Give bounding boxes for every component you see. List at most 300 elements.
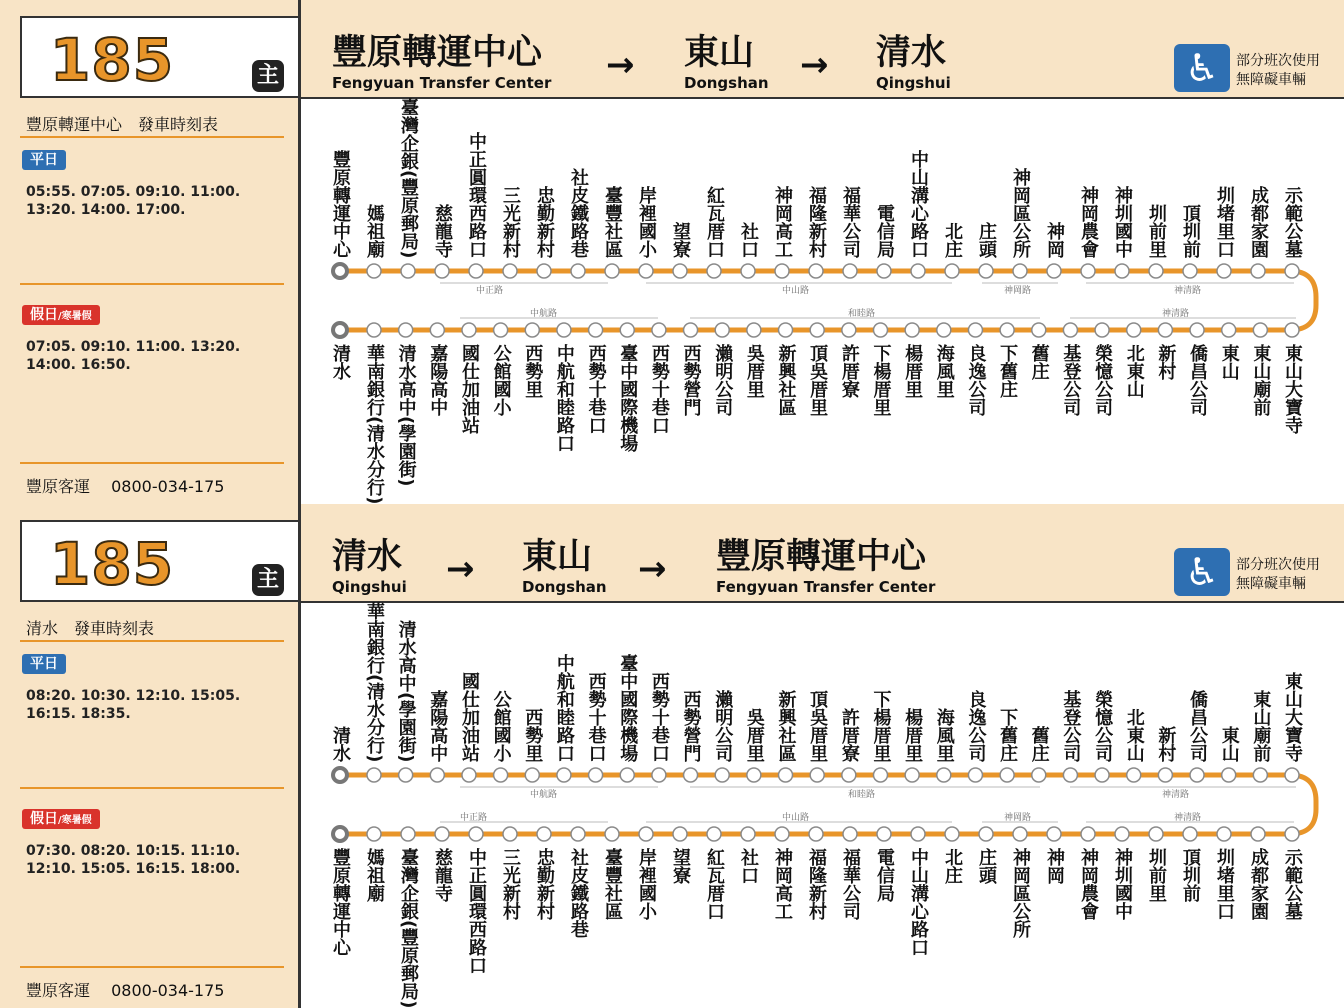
operator-phone: 0800-034-175 [111, 477, 225, 496]
stop-name: 岸裡國小 [636, 186, 657, 258]
stop-dot [639, 264, 653, 278]
stop-dot [1158, 768, 1172, 782]
stop-dot [1253, 768, 1267, 782]
stop-name: 東山 [1218, 726, 1240, 762]
stop-name: 中航和睦路口 [553, 344, 575, 452]
stop-name: 清水高中(學園街) [395, 619, 417, 762]
end-stop: 豐原轉運中心 [330, 848, 351, 956]
stop-name: 神岡高工 [772, 186, 793, 258]
road-label: 神清路 [1174, 813, 1202, 823]
weekday-times: 08:20. 10:30. 12:10. 15:05. 16:15. 18:35. [26, 688, 241, 722]
stop-dot [1013, 827, 1027, 841]
stop-dot [779, 323, 793, 337]
holiday-label: 假日 [30, 307, 58, 323]
stop-dot [1000, 323, 1014, 337]
stop-name: 中山溝心路口 [908, 150, 929, 258]
stop-name: 下舊庄 [997, 344, 1019, 398]
holiday-times: 07:30. 08:20. 10:15. 11:10. 12:10. 15:05. 16:15. 18:00. [26, 843, 241, 877]
stop-dot [367, 768, 381, 782]
stop-dot [401, 264, 415, 278]
stop-name: 神岡農會 [1078, 848, 1099, 920]
stop-name: 臺中國際機場 [617, 344, 639, 452]
stop-dot [684, 323, 698, 337]
stop-name: 下楊厝里 [870, 344, 892, 416]
road-labels-bottom [440, 811, 1294, 823]
stop-name: 瀨明公司 [712, 344, 734, 416]
stop-name: 國仕加油站 [458, 672, 480, 762]
stop-name: 中山溝心路口 [908, 848, 929, 956]
stop-name: 成都家園 [1248, 186, 1269, 258]
stop-dot [1063, 768, 1077, 782]
stop-name: 神圳國中 [1112, 848, 1133, 920]
stop-name: 海風里 [933, 344, 955, 398]
destination-en: Fengyuan Transfer Center [716, 578, 936, 596]
destination-zh: 豐原轉運中心 [716, 537, 927, 577]
stop-name: 舊庄 [1028, 344, 1050, 380]
stop-name: 頂吳厝里 [807, 344, 829, 416]
stop-dot [1149, 827, 1163, 841]
end-stop: 清水 [330, 344, 351, 380]
arrow-icon: → [800, 45, 829, 85]
stop-dot [1285, 323, 1299, 337]
road-label: 和睦路 [848, 309, 876, 319]
stop-dot [877, 264, 891, 278]
stop-dot [1190, 323, 1204, 337]
stop-name: 瀨明公司 [712, 690, 734, 762]
stop-name: 社皮鐵路巷 [568, 168, 589, 258]
operator-name: 豐原客運 [26, 477, 91, 496]
stop-dot [1285, 264, 1299, 278]
stop-dot [494, 768, 508, 782]
stop-name: 下楊厝里 [870, 690, 892, 762]
destination-en: Dongshan [684, 74, 769, 92]
stop-name: 示範公墓 [1282, 848, 1303, 920]
stop-name: 北東山 [1123, 708, 1145, 762]
stop-dot [401, 827, 415, 841]
route-number: 185 [50, 26, 175, 94]
stop-dot [1222, 323, 1236, 337]
stop-name: 僑昌公司 [1187, 690, 1209, 762]
stop-dot [1000, 768, 1014, 782]
stop-name: 媽祖廟 [364, 848, 385, 902]
road-labels-bottom [460, 307, 1296, 319]
stop-name: 電信局 [874, 848, 895, 902]
stop-dot [673, 264, 687, 278]
stop-dot [843, 827, 857, 841]
stop-name: 良逸公司 [965, 690, 987, 762]
stop-dot [1032, 768, 1046, 782]
stop-dot [911, 264, 925, 278]
stop-name: 慈龍寺 [432, 848, 453, 902]
stop-dot [399, 323, 413, 337]
stop-dot [707, 264, 721, 278]
stop-name: 望寮 [670, 222, 691, 258]
road-label: 中正路 [460, 813, 488, 823]
accessibility-note-line: 無障礙車輛 [1236, 72, 1306, 88]
stop-name: 榮憶公司 [1092, 344, 1114, 416]
destination-zh: 清水 [332, 537, 403, 577]
stop-name: 神岡區公所 [1010, 168, 1031, 258]
holiday-sub-label: /寒暑假 [58, 311, 92, 322]
stop-dot [673, 827, 687, 841]
stop-dot [1222, 768, 1236, 782]
stop-name: 圳堵里口 [1214, 186, 1235, 258]
stop-dot [620, 768, 634, 782]
stop-name: 電信局 [874, 204, 895, 258]
stop-name: 圳前里 [1146, 848, 1167, 902]
weekday-label: 平日 [30, 656, 58, 672]
stop-dot [747, 768, 761, 782]
stop-dot [810, 768, 824, 782]
stop-dot [469, 827, 483, 841]
start-stop: 豐原轉運中心 [330, 150, 351, 258]
stop-name: 公館國小 [490, 344, 512, 416]
stop-dot [779, 768, 793, 782]
stop-name: 新興社區 [775, 344, 797, 416]
stop-name: 忠勤新村 [534, 186, 555, 258]
arrow-icon: → [446, 549, 475, 589]
stop-dot [367, 264, 381, 278]
stop-dot [571, 264, 585, 278]
stop-dot [1047, 264, 1061, 278]
stop-dot [775, 827, 789, 841]
destination-zh: 豐原轉運中心 [332, 33, 543, 73]
stop-dot [715, 768, 729, 782]
stop-dot [809, 264, 823, 278]
stop-dot [652, 768, 666, 782]
stop-name: 臺灣企銀(豐原郵局) [398, 848, 419, 1008]
stop-name: 華南銀行(清水分行) [364, 601, 385, 762]
stop-name: 海風里 [933, 708, 955, 762]
stop-name: 嘉陽高中 [427, 344, 449, 416]
road-label: 神岡路 [1004, 813, 1032, 823]
stop-name: 西勢十巷口 [585, 672, 607, 762]
stop-dot [873, 768, 887, 782]
main-route-badge: 主 [252, 564, 284, 596]
stop-name: 北庄 [942, 222, 963, 258]
stop-name: 臺灣企銀(豐原郵局) [398, 97, 419, 258]
stop-dot [1081, 264, 1095, 278]
road-label: 中山路 [782, 286, 810, 296]
stop-dot [715, 323, 729, 337]
stop-name: 臺豐社區 [602, 186, 623, 258]
stop-dot [1149, 264, 1163, 278]
stop-dot [430, 768, 444, 782]
accessibility-note-line: 部分班次使用 [1236, 557, 1320, 573]
stop-name: 三光新村 [500, 186, 521, 258]
stop-name: 東山廟前 [1250, 344, 1272, 416]
stop-dot [775, 264, 789, 278]
stop-name: 中航和睦路口 [553, 654, 575, 762]
stop-dot [462, 768, 476, 782]
stop-name: 基登公司 [1060, 344, 1082, 416]
stop-dot [905, 768, 919, 782]
stop-dot [430, 323, 444, 337]
stop-name: 東山大寶寺 [1282, 344, 1303, 434]
stop-dot [1127, 768, 1141, 782]
stop-dot [945, 264, 959, 278]
arrow-icon: → [606, 45, 635, 85]
stop-dot [503, 827, 517, 841]
stop-name: 臺豐社區 [602, 848, 623, 920]
weekday-times: 05:55. 07:05. 09:10. 11:00. 13:20. 14:00. 17:00. [26, 184, 241, 218]
holiday-sub-label: /寒暑假 [58, 815, 92, 826]
stop-name: 嘉陽高中 [427, 690, 449, 762]
stop-dot [707, 827, 721, 841]
stop-name: 神岡 [1044, 222, 1065, 258]
stop-name: 公館國小 [490, 690, 512, 762]
road-label: 中正路 [476, 286, 504, 296]
stop-dot [605, 827, 619, 841]
destination-en: Qingshui [876, 74, 951, 92]
stop-name: 新村 [1155, 344, 1177, 380]
route-line [340, 775, 1316, 834]
stop-dot [571, 827, 585, 841]
accessibility-note-line: 部分班次使用 [1236, 53, 1320, 69]
holiday-label: 假日 [30, 811, 58, 827]
stop-name: 神岡 [1044, 848, 1065, 884]
stop-name: 福隆新村 [806, 848, 827, 920]
stop-dot [1032, 323, 1046, 337]
route-line [340, 271, 1316, 330]
operator-name: 豐原客運 [26, 981, 91, 1000]
stop-dot [435, 264, 449, 278]
stop-dot [842, 323, 856, 337]
stop-name: 紅瓦厝口 [704, 848, 725, 920]
stop-dot [639, 827, 653, 841]
stop-name: 下舊庄 [997, 708, 1019, 762]
stop-name: 榮憶公司 [1092, 690, 1114, 762]
stop-dot [842, 768, 856, 782]
stop-name: 媽祖廟 [364, 204, 385, 258]
stop-dot [525, 323, 539, 337]
destination-zh: 東山 [522, 537, 593, 577]
stop-name: 忠勤新村 [534, 848, 555, 920]
stop-dot [810, 323, 824, 337]
weekday-label: 平日 [30, 152, 58, 168]
stop-dot [435, 827, 449, 841]
stop-dot [843, 264, 857, 278]
stop-dot [968, 323, 982, 337]
destination-en: Fengyuan Transfer Center [332, 74, 552, 92]
stop-dot [741, 264, 755, 278]
stop-name: 成都家園 [1248, 848, 1269, 920]
stop-dot [503, 264, 517, 278]
road-label: 和睦路 [848, 790, 876, 800]
stop-dot [367, 323, 381, 337]
stop-dot [494, 323, 508, 337]
stop-name: 福隆新村 [806, 186, 827, 258]
stop-name: 楊厝里 [902, 344, 924, 398]
road-label: 中航路 [530, 790, 558, 800]
stop-dot [905, 323, 919, 337]
terminal-dot [333, 264, 347, 278]
stop-dot [1285, 827, 1299, 841]
stop-dot [945, 827, 959, 841]
stop-name: 神岡區公所 [1010, 848, 1031, 938]
route-number: 185 [50, 530, 175, 598]
wheelchair-icon: ♿ [1174, 548, 1230, 596]
stop-name: 東山大寶寺 [1282, 672, 1303, 762]
stop-name: 吳厝里 [743, 708, 765, 762]
stop-dot [605, 264, 619, 278]
stop-name: 望寮 [670, 848, 691, 884]
stop-dot [589, 768, 603, 782]
stop-name: 許厝寮 [838, 708, 860, 762]
stop-dot [1095, 768, 1109, 782]
stop-name: 良逸公司 [965, 344, 987, 416]
stop-name: 臺中國際機場 [617, 654, 639, 762]
stop-dot [1063, 323, 1077, 337]
stop-name: 西勢十巷口 [585, 344, 607, 434]
stop-name: 神岡農會 [1078, 186, 1099, 258]
stop-dot [741, 827, 755, 841]
road-label: 神清路 [1162, 309, 1190, 319]
stop-name: 西勢十巷口 [648, 672, 670, 762]
stop-name: 西勢里 [522, 708, 544, 762]
stop-dot [1127, 323, 1141, 337]
stop-name: 中正圓環西路口 [466, 132, 487, 258]
stop-dot [1081, 827, 1095, 841]
stop-dot [1190, 768, 1204, 782]
road-label: 神清路 [1174, 286, 1202, 296]
stop-dot [877, 827, 891, 841]
operator-phone: 0800-034-175 [111, 981, 225, 1000]
stop-dot [1047, 827, 1061, 841]
stop-name: 圳前里 [1146, 204, 1167, 258]
stop-dot [469, 264, 483, 278]
stop-name: 福華公司 [840, 848, 861, 920]
stop-name: 基登公司 [1060, 690, 1082, 762]
stop-name: 頂吳厝里 [807, 690, 829, 762]
stop-name: 庄頭 [976, 222, 997, 258]
stop-name: 頂圳前 [1180, 204, 1201, 258]
stop-name: 新村 [1155, 726, 1177, 762]
stop-name: 頂圳前 [1180, 848, 1201, 902]
stop-dot [937, 768, 951, 782]
road-label: 中山路 [782, 813, 810, 823]
stop-name: 社口 [738, 848, 759, 884]
stop-name: 東山廟前 [1250, 690, 1272, 762]
stop-dot [1115, 827, 1129, 841]
stop-dot [809, 827, 823, 841]
stop-name: 三光新村 [500, 848, 521, 920]
stop-name: 北東山 [1123, 344, 1145, 398]
road-label: 神清路 [1162, 790, 1190, 800]
stop-dot [1013, 264, 1027, 278]
destination-zh: 東山 [684, 33, 755, 73]
stop-name: 福華公司 [840, 186, 861, 258]
stop-dot [1217, 264, 1231, 278]
stop-dot [968, 768, 982, 782]
stop-name: 庄頭 [976, 848, 997, 884]
stop-name: 示範公墓 [1282, 186, 1303, 258]
stop-dot [557, 323, 571, 337]
stop-dot [1253, 323, 1267, 337]
stop-dot [873, 323, 887, 337]
stop-dot [367, 827, 381, 841]
stop-name: 許厝寮 [838, 344, 860, 398]
stop-name: 西勢營門 [680, 690, 702, 762]
holiday-times: 07:05. 09:10. 11:00. 13:20. 14:00. 16:50. [26, 339, 241, 373]
stop-dot [537, 264, 551, 278]
stop-dot [462, 323, 476, 337]
stop-name: 社皮鐵路巷 [568, 848, 589, 938]
stop-name: 東山 [1218, 344, 1240, 380]
arrow-icon: → [638, 549, 667, 589]
destination-zh: 清水 [876, 33, 947, 73]
stop-name: 紅瓦厝口 [704, 186, 725, 258]
stop-name: 慈龍寺 [432, 204, 453, 258]
stop-dot [1217, 827, 1231, 841]
stop-dot [937, 323, 951, 337]
stop-dot [979, 827, 993, 841]
terminal-dot [333, 323, 347, 337]
stop-name: 中正圓環西路口 [466, 848, 487, 974]
destination-en: Dongshan [522, 578, 607, 596]
main-route-badge: 主 [252, 60, 284, 92]
stop-dot [1251, 264, 1265, 278]
road-label: 神岡路 [1004, 286, 1032, 296]
stop-name: 神圳國中 [1112, 186, 1133, 258]
timetable-title: 清水 發車時刻表 [26, 619, 155, 638]
stop-name: 舊庄 [1028, 726, 1050, 762]
stop-dot [1115, 264, 1129, 278]
stop-name: 國仕加油站 [458, 344, 480, 434]
stop-dot [589, 323, 603, 337]
stop-name: 清水高中(學園街) [395, 344, 417, 487]
stop-name: 北庄 [942, 848, 963, 884]
stop-dot [1183, 827, 1197, 841]
stop-name: 社口 [738, 222, 759, 258]
stop-name: 吳厝里 [743, 344, 765, 398]
stop-name: 岸裡國小 [636, 848, 657, 920]
timetable-title: 豐原轉運中心 發車時刻表 [26, 115, 219, 134]
stop-dot [537, 827, 551, 841]
stop-name: 神岡高工 [772, 848, 793, 920]
stop-dot [620, 323, 634, 337]
stop-dot [1285, 768, 1299, 782]
stop-dot [684, 768, 698, 782]
stop-name: 西勢十巷口 [648, 344, 670, 434]
stop-name: 華南銀行(清水分行) [364, 344, 385, 505]
stop-name: 圳堵里口 [1214, 848, 1235, 920]
route-panel-return [0, 504, 1344, 1008]
stop-dot [652, 323, 666, 337]
stop-name: 楊厝里 [902, 708, 924, 762]
stop-dot [979, 264, 993, 278]
stop-dot [399, 768, 413, 782]
stop-name: 西勢營門 [680, 344, 702, 416]
road-labels-top [440, 283, 1294, 296]
wheelchair-icon: ♿ [1174, 44, 1230, 92]
stop-dot [1158, 323, 1172, 337]
terminal-dot [333, 827, 347, 841]
road-labels-top [460, 787, 1296, 800]
stop-dot [1183, 264, 1197, 278]
stop-dot [525, 768, 539, 782]
stop-name: 西勢里 [522, 344, 544, 398]
stop-dot [1251, 827, 1265, 841]
stop-name: 新興社區 [775, 690, 797, 762]
stop-dot [911, 827, 925, 841]
stop-dot [747, 323, 761, 337]
terminal-dot [333, 768, 347, 782]
start-stop: 清水 [330, 726, 351, 762]
accessibility-note-line: 無障礙車輛 [1236, 576, 1306, 592]
stop-name: 僑昌公司 [1187, 344, 1209, 416]
road-label: 中航路 [530, 309, 558, 319]
